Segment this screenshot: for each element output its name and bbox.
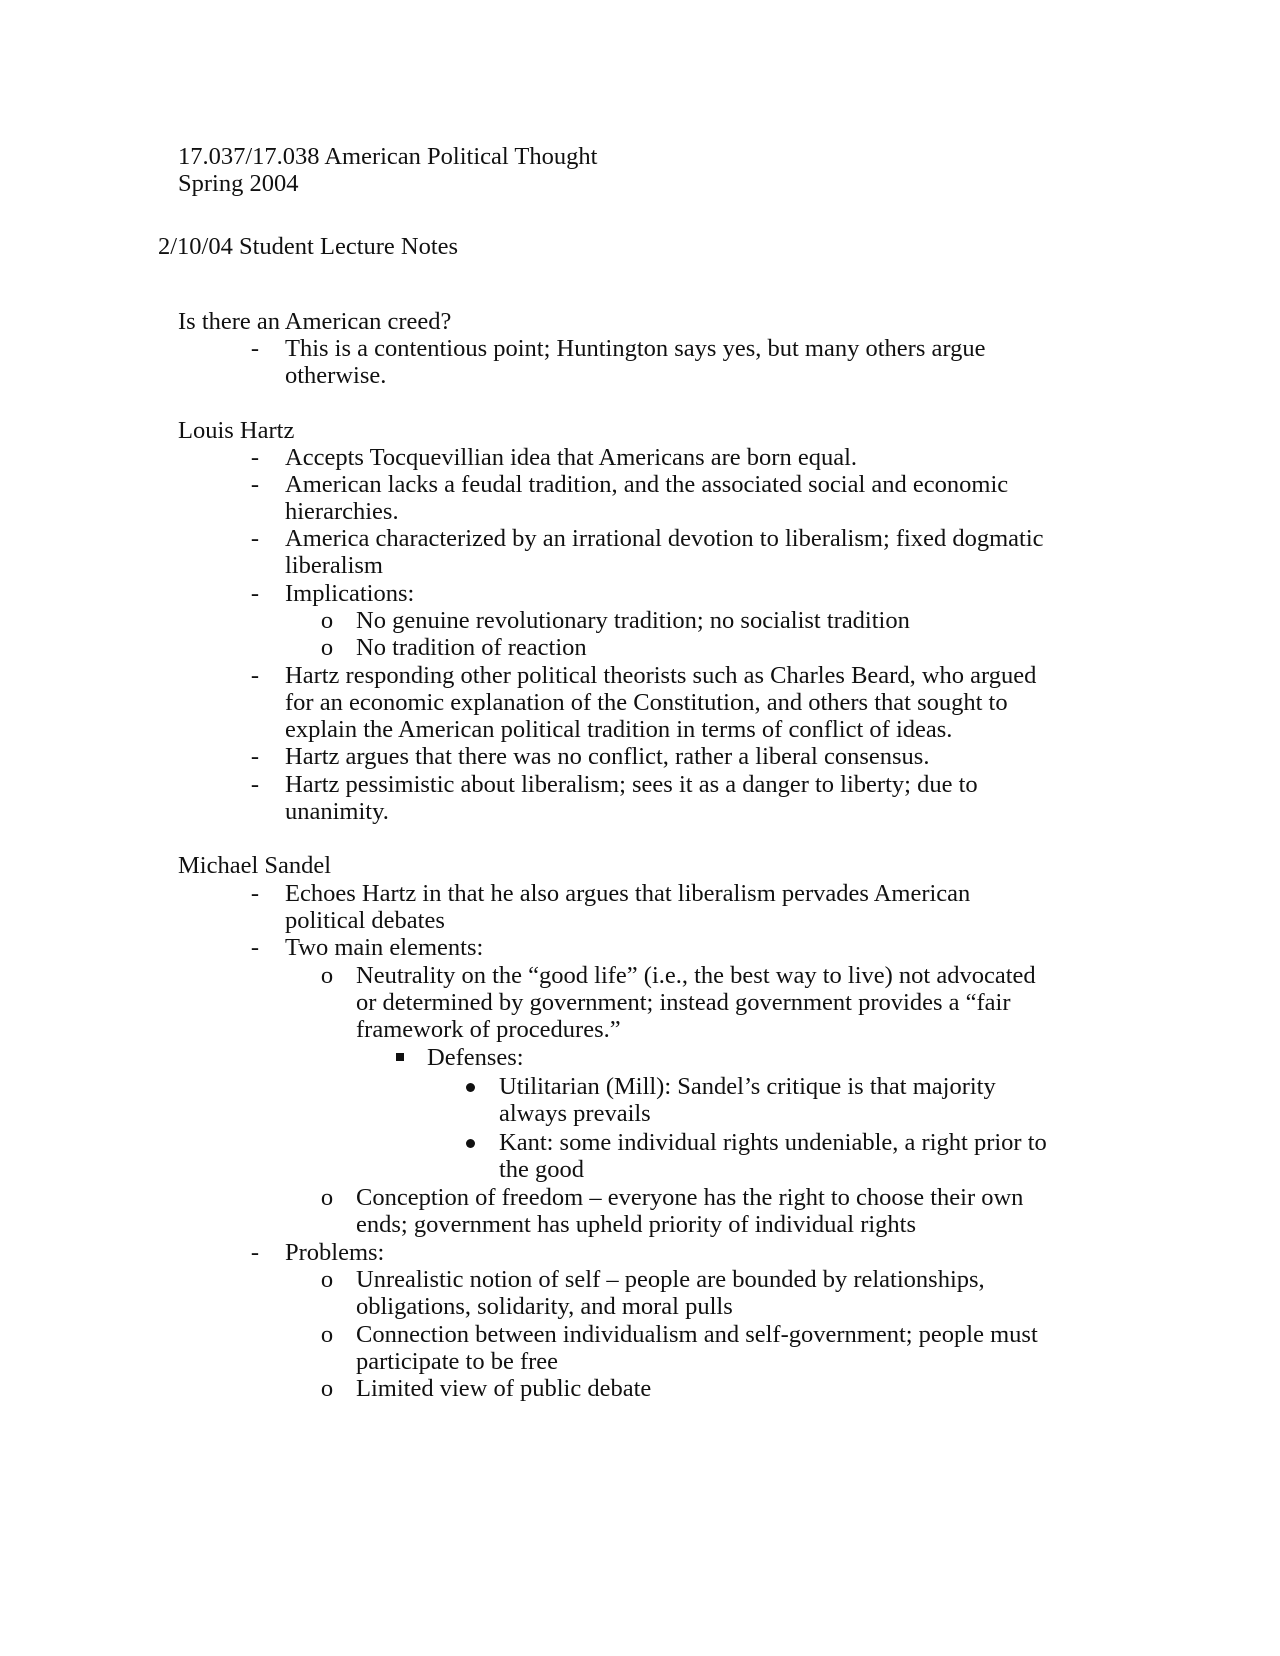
defense-line: the good [499, 1156, 585, 1183]
list-item-line: Problems: [285, 1239, 385, 1266]
section-heading: Is there an American creed? [178, 308, 452, 335]
round-bullet [466, 1083, 475, 1092]
list-item-line: Accepts Tocquevillian idea that Americans are born equal. [285, 444, 858, 471]
dash-bullet: - [250, 743, 260, 770]
sub-item-line: Limited view of public debate [356, 1375, 652, 1402]
circle-bullet: o [320, 1184, 334, 1211]
dash-bullet: - [250, 934, 260, 961]
round-bullet [466, 1139, 475, 1148]
dash-bullet: - [250, 771, 260, 798]
sub-item-line: Conception of freedom – everyone has the right to choose their own [356, 1184, 1024, 1211]
circle-bullet: o [320, 1375, 334, 1402]
sub-item-line: No genuine revolutionary tradition; no socialist tradition [356, 607, 910, 634]
section-heading: Louis Hartz [178, 417, 295, 444]
list-item-line: Two main elements: [285, 934, 484, 961]
sub-item-line: framework of procedures.” [356, 1016, 621, 1043]
circle-bullet: o [320, 634, 334, 661]
list-item-line: political debates [285, 907, 445, 934]
list-item-line: otherwise. [285, 362, 387, 389]
circle-bullet: o [320, 1266, 334, 1293]
sub-item-line: or determined by government; instead government provides a “fair [356, 989, 1011, 1016]
dash-bullet: - [250, 880, 260, 907]
list-item-line: Implications: [285, 580, 415, 607]
list-item-line: This is a contentious point; Huntington says yes, but many others argue [285, 335, 986, 362]
list-item-line: unanimity. [285, 798, 389, 825]
list-item-line: Hartz responding other political theorists such as Charles Beard, who argued [285, 662, 1037, 689]
dash-bullet: - [250, 471, 260, 498]
list-item-line: Hartz argues that there was no conflict, rather a liberal consensus. [285, 743, 930, 770]
sub-item-line: obligations, solidarity, and moral pulls [356, 1293, 733, 1320]
course-title: 17.037/17.038 American Political Thought [178, 143, 598, 170]
sub-item-line: participate to be free [356, 1348, 559, 1375]
sub-item-line: Unrealistic notion of self – people are bounded by relationships, [356, 1266, 985, 1293]
dash-bullet: - [250, 1239, 260, 1266]
list-item-line: for an economic explanation of the Constitution, and others that sought to [285, 689, 1008, 716]
list-item-line: liberalism [285, 552, 383, 579]
sub-sub-item-line: Defenses: [427, 1044, 524, 1071]
list-item-line: America characterized by an irrational devotion to liberalism; fixed dogmatic [285, 525, 1044, 552]
dash-bullet: - [250, 525, 260, 552]
sub-item-line: No tradition of reaction [356, 634, 587, 661]
section-heading: Michael Sandel [178, 852, 332, 879]
defense-line: Kant: some individual rights undeniable, a right prior to [499, 1129, 1047, 1156]
sub-item-line: Connection between individualism and self-government; people must [356, 1321, 1038, 1348]
circle-bullet: o [320, 607, 334, 634]
list-item-line: Echoes Hartz in that he also argues that liberalism pervades American [285, 880, 971, 907]
list-item-line: explain the American political tradition in terms of conflict of ideas. [285, 716, 953, 743]
defense-line: always prevails [499, 1100, 651, 1127]
list-item-line: Hartz pessimistic about liberalism; sees it as a danger to liberty; due to [285, 771, 978, 798]
dash-bullet: - [250, 662, 260, 689]
course-term: Spring 2004 [178, 170, 299, 197]
dash-bullet: - [250, 580, 260, 607]
list-item-line: hierarchies. [285, 498, 399, 525]
list-item-line: American lacks a feudal tradition, and the associated social and economic [285, 471, 1009, 498]
notes-title: 2/10/04 Student Lecture Notes [158, 233, 459, 260]
circle-bullet: o [320, 1321, 334, 1348]
dash-bullet: - [250, 444, 260, 471]
sub-item-line: Neutrality on the “good life” (i.e., the best way to live) not advocated [356, 962, 1036, 989]
circle-bullet: o [320, 962, 334, 989]
dash-bullet: - [250, 335, 260, 362]
square-bullet [396, 1053, 404, 1061]
sub-item-line: ends; government has upheld priority of individual rights [356, 1211, 917, 1238]
defense-line: Utilitarian (Mill): Sandel’s critique is that majority [499, 1073, 996, 1100]
